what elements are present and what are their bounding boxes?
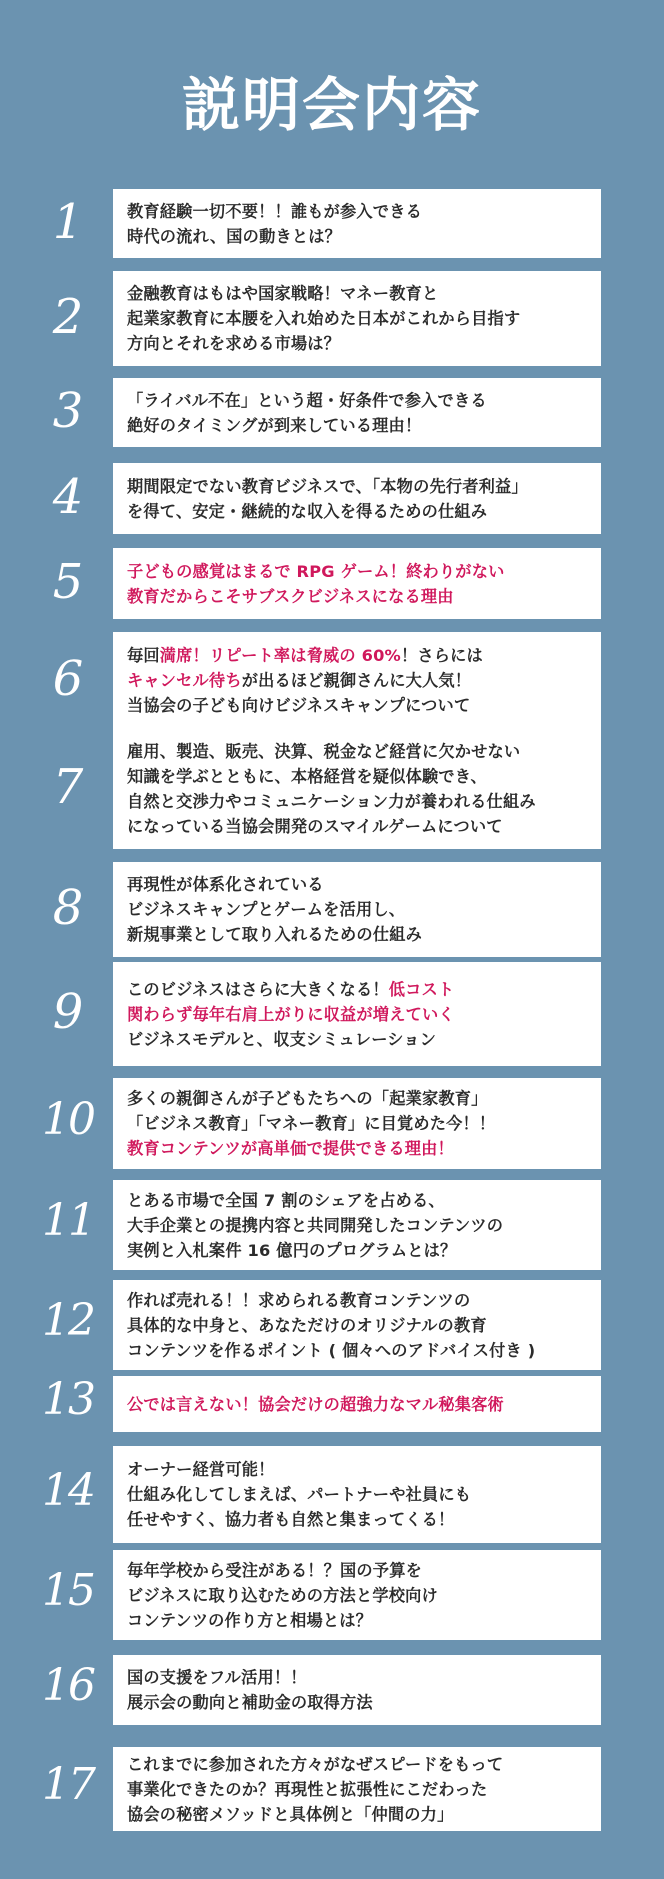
- item-text-line: [127, 668, 587, 693]
- item-text-line: [127, 1288, 587, 1313]
- item-text: 「ビジネス教育」「マネー教育」に目覚めた今！！: [127, 1114, 496, 1133]
- agenda-item: [0, 548, 664, 619]
- item-number: 6: [52, 650, 84, 707]
- item-text-box: [113, 1747, 601, 1831]
- item-text-box: [113, 1376, 601, 1432]
- item-text: 当協会の子ども向けビジネスキャンプについて: [127, 696, 471, 715]
- agenda-item: [0, 862, 664, 957]
- item-number: 7: [52, 759, 84, 815]
- item-text: 毎回: [127, 646, 160, 665]
- item-number: 4: [52, 468, 84, 525]
- item-text-line: [127, 1238, 587, 1263]
- item-text-line: [127, 643, 587, 668]
- item-text: を得て、安定・継続的な収入を得るための仕組み: [127, 501, 488, 521]
- item-text-line: [127, 789, 587, 814]
- item-text: コンテンツを作るポイント ( 個々へのアドバイス付き ): [127, 1340, 536, 1360]
- item-text: が出るほど親御さんに大人気！: [241, 671, 472, 690]
- item-text-line: [127, 1507, 587, 1532]
- item-text: 具体的な中身と、あなただけのオリジナルの教育: [127, 1315, 487, 1335]
- item-text: 「ライバル不在」という超・好条件で参入できる: [127, 390, 487, 410]
- item-text-line: [127, 413, 587, 438]
- item-number: 16: [42, 1660, 94, 1711]
- item-text-line: [127, 693, 587, 718]
- agenda-item: [0, 271, 664, 366]
- page-title: 説明会内容: [181, 71, 482, 139]
- item-text: ビジネスに取り込むための方法と学校向け: [127, 1585, 438, 1605]
- item-text: ビジネスキャンプとゲームを活用し、: [127, 900, 406, 919]
- item-text: 実例と入札案件 16 億円のプログラムとは？: [127, 1240, 457, 1260]
- item-text-box: [113, 1180, 601, 1270]
- item-text: 大手企業との提携内容と共同開発したコンテンツの: [127, 1215, 504, 1235]
- item-text-line: [127, 1392, 587, 1417]
- item-text-line: [127, 1313, 587, 1338]
- item-number: 2: [52, 288, 84, 345]
- item-text: 金融教育はもはや国家戦略！マネー教育と: [127, 284, 439, 303]
- item-text-line: [127, 1558, 587, 1583]
- item-text: 毎年学校から受注がある！？国の予算を: [127, 1560, 422, 1580]
- item-text-line: [127, 1608, 587, 1633]
- item-text: 自然と交渉力やコミュニケーション力が養われる仕組み: [127, 792, 536, 811]
- item-text: 国の支援をフル活用！！: [127, 1668, 307, 1687]
- item-text-box: [113, 463, 601, 534]
- item-number: 15: [42, 1565, 94, 1616]
- item-text-box: [113, 862, 601, 957]
- item-text: 時代の流れ、国の動きとは？: [127, 226, 342, 246]
- agenda-item: [0, 1747, 664, 1831]
- item-text: 多くの親御さんが子どもたちへの「起業家教育」: [127, 1089, 488, 1108]
- item-text-line: [127, 872, 587, 897]
- item-text-line: [127, 281, 587, 306]
- item-text: 起業家教育に本腰を入れ始めた日本がこれから目指す: [127, 309, 521, 328]
- item-text-line: [127, 1665, 587, 1690]
- item-text: オーナー経営可能！: [127, 1460, 275, 1479]
- item-text-line: [127, 1338, 587, 1363]
- highlight-text: 満席！リピート率は脅威の 60%: [159, 646, 401, 665]
- item-text-line: [127, 1086, 587, 1111]
- highlight-text: 公では言えない！協会だけの超強力なマル秘集客術: [127, 1394, 504, 1414]
- item-text-line: [127, 1136, 587, 1161]
- item-text: 期間限定でない教育ビジネスで、「本物の先行者利益」: [127, 476, 528, 496]
- item-text: このビジネスはさらに大きくなる！: [127, 979, 389, 999]
- item-text-line: [127, 764, 587, 789]
- item-text-box: [113, 1550, 601, 1640]
- item-number: 12: [42, 1295, 94, 1346]
- item-text: ！さらには: [400, 646, 483, 665]
- item-text: 教育経験一切不要！！誰もが参入できる: [127, 201, 422, 221]
- item-text: 作れば売れる！！求められる教育コンテンツの: [127, 1290, 471, 1310]
- item-text-box: [113, 962, 601, 1066]
- item-text-line: [127, 897, 587, 922]
- item-number: 1: [52, 193, 84, 250]
- item-text-line: [127, 1188, 587, 1213]
- item-text: ビジネスモデルと、収支シミュレーション: [127, 1029, 437, 1049]
- item-text-line: [127, 306, 587, 331]
- item-text: 雇用、製造、販売、決算、税金など経営に欠かせない: [127, 742, 521, 761]
- item-text: 再現性が体系化されている: [127, 875, 324, 894]
- item-text: 知識を学ぶとともに、本格経営を疑似体験でき、: [127, 767, 487, 786]
- item-text-box: [113, 1655, 601, 1725]
- item-number: 10: [42, 1093, 94, 1145]
- item-number: 17: [42, 1759, 94, 1810]
- item-text-line: [127, 1690, 587, 1715]
- item-text-line: [127, 1482, 587, 1507]
- item-text-line: [127, 922, 587, 947]
- item-text-box: [113, 271, 601, 366]
- item-number: 13: [42, 1374, 94, 1425]
- item-text-box: [113, 548, 601, 619]
- item-number: 5: [52, 553, 84, 610]
- item-text-line: [127, 1457, 587, 1482]
- item-text-line: [127, 1027, 587, 1052]
- item-text-line: [127, 739, 587, 764]
- item-text: になっている当協会開発のスマイルゲームについて: [127, 817, 503, 836]
- agenda-item: [0, 1376, 664, 1432]
- item-text-line: [127, 1802, 587, 1827]
- item-text: 仕組み化してしまえば、パートナーや社員にも: [127, 1485, 472, 1504]
- item-text-line: [127, 1002, 587, 1027]
- item-text-box: [113, 1078, 601, 1169]
- highlight-text: キャンセル待ち: [127, 671, 242, 690]
- agenda-item: [0, 189, 664, 258]
- item-text: これまでに参加された方々がなぜスピードをもって: [127, 1754, 504, 1774]
- item-text: 任せやすく、協力者も自然と集まってくる！: [127, 1510, 455, 1529]
- agenda-item: [0, 1078, 664, 1169]
- agenda-item: [0, 1446, 664, 1543]
- item-text: 方向とそれを求める市場は？: [127, 334, 341, 353]
- item-text: 絶好のタイミングが到来している理由！: [127, 415, 422, 435]
- item-text: 展示会の動向と補助金の取得方法: [127, 1693, 373, 1712]
- item-text-line: [127, 1752, 587, 1777]
- item-text-line: [127, 977, 587, 1002]
- highlight-text: 低コスト: [388, 979, 455, 999]
- item-text: コンテンツの作り方と相場とは？: [127, 1610, 373, 1630]
- agenda-item: [0, 962, 664, 1066]
- highlight-text: 子どもの感覚はまるで RPG ゲーム！終わりがない: [127, 561, 505, 581]
- item-text: とある市場で全国 7 割のシェアを占める、: [127, 1190, 445, 1210]
- item-number: 3: [52, 382, 84, 439]
- item-text-box: [113, 729, 601, 849]
- item-text-line: [127, 199, 587, 224]
- item-text: 協会の秘密メソッドと具体例と「仲間の力」: [127, 1804, 454, 1824]
- agenda-item: [0, 1655, 664, 1725]
- item-text-line: [127, 584, 587, 609]
- highlight-text: 教育だからこそサブスクビジネスになる理由: [127, 586, 454, 606]
- highlight-text: 関わらず毎年右肩上がりに収益が増えていく: [127, 1004, 455, 1024]
- agenda-item: [0, 378, 664, 447]
- item-text-box: [113, 378, 601, 447]
- highlight-text: 教育コンテンツが高単価で提供できる理由！: [127, 1139, 454, 1158]
- item-text-line: [127, 388, 587, 413]
- item-text-box: [113, 1280, 601, 1370]
- agenda-item: [0, 1550, 664, 1640]
- item-text-line: [127, 814, 587, 839]
- item-text: 新規事業として取り入れるための仕組み: [127, 925, 422, 944]
- item-text-line: [127, 331, 587, 356]
- item-text-box: [113, 632, 601, 729]
- item-text-line: [127, 224, 587, 249]
- item-text-line: [127, 499, 587, 524]
- item-text-box: [113, 1446, 601, 1543]
- agenda-item: [0, 1180, 664, 1270]
- item-text-line: [127, 1583, 587, 1608]
- item-number: 11: [42, 1195, 94, 1246]
- agenda-item: [0, 632, 664, 729]
- item-text-line: [127, 474, 587, 499]
- item-text: 事業化できたのか？再現性と拡張性にこだわった: [127, 1779, 488, 1799]
- item-text-line: [127, 1777, 587, 1802]
- item-text-line: [127, 559, 587, 584]
- agenda-item: [0, 463, 664, 534]
- item-number: 8: [52, 879, 84, 936]
- agenda-item: [0, 1280, 664, 1370]
- agenda-item: [0, 729, 664, 849]
- item-number: 9: [52, 984, 84, 1040]
- item-text-box: [113, 189, 601, 258]
- item-text-line: [127, 1111, 587, 1136]
- item-text-line: [127, 1213, 587, 1238]
- item-number: 14: [42, 1464, 94, 1516]
